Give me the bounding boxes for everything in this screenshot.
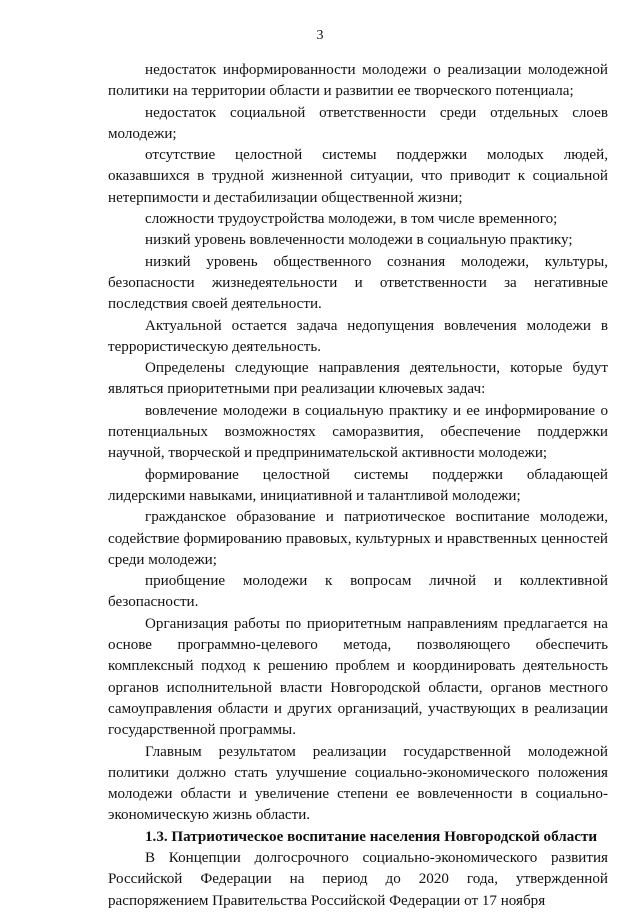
paragraph-10: формирование целостной системы поддержки обладающей лидерскими навыками, инициативной и талантливой молодежи; [108, 466, 608, 504]
paragraph-9: вовлечение молодежи в социальную практику и ее информирование о потенциальных возможностях саморазвития, обеспечение поддержки научной, творческой и предпринимательской активности молодежи; [108, 402, 608, 462]
paragraph-5: низкий уровень вовлеченности молодежи в социальную практику; [145, 232, 573, 249]
paragraph-12: приобщение молодежи к вопросам личной и коллективной безопасности. [108, 573, 608, 611]
paragraph-7: Актуальной остается задача недопущения вовлечения молодежи в террористическую деятельность. [108, 317, 608, 355]
paragraph-8: Определены следующие направления деятельности, которые будут являться приоритетными при реализации ключевых задач: [108, 360, 608, 398]
paragraph-13: Организация работы по приоритетным направлениям предлагается на основе программно-целевого метода, позволяющего обеспечить комплексный подход к решению проблем и координировать деятельность органов исполнительной власти Новгородской области, органов местного самоуправления области и других организаций, участвующих в реализации государственной программы. [108, 615, 608, 739]
paragraph-3: отсутствие целостной системы поддержки молодых людей, оказавшихся в трудной жизненной ситуации, что приводит к социальной нетерпимости и дестабилизации общественной жизни; [108, 147, 608, 206]
paragraph-11: гражданское образование и патриотическое воспитание молодежи, содействие формированию правовых, культурных и нравственных ценностей среди молодежи; [108, 509, 608, 568]
section-heading: 1.3. Патриотическое воспитание населения Новгородской области [145, 828, 598, 845]
paragraph-1: недостаток информированности молодежи о реализации молодежной политики на территории области и развитии ее творческого потенциала; [108, 62, 608, 100]
document-body [108, 60, 608, 912]
paragraph-4: сложности трудоустройства молодежи, в том числе временного; [145, 211, 558, 228]
page-number: 3 [316, 28, 324, 43]
paragraph-14: Главным результатом реализации государственной молодежной политики должно стать улучшение социально-экономического положения молодежи области и увеличение степени ее вовлеченности в социально-экономическую жизнь области. [108, 743, 608, 824]
paragraph-2: недостаток социальной ответственности среди отдельных слоев молодежи; [108, 104, 608, 142]
paragraph-6: низкий уровень общественного сознания молодежи, культуры, безопасности жизнедеятельности и ответственности за негативные последствия своей деятельности. [108, 253, 608, 313]
paragraph-final: В Концепции долгосрочного социально-экономического развития Российской Федерации на период до 2020 года, утвержденной распоряжением Правительства Российской Федерации от 17 ноября [108, 849, 608, 909]
